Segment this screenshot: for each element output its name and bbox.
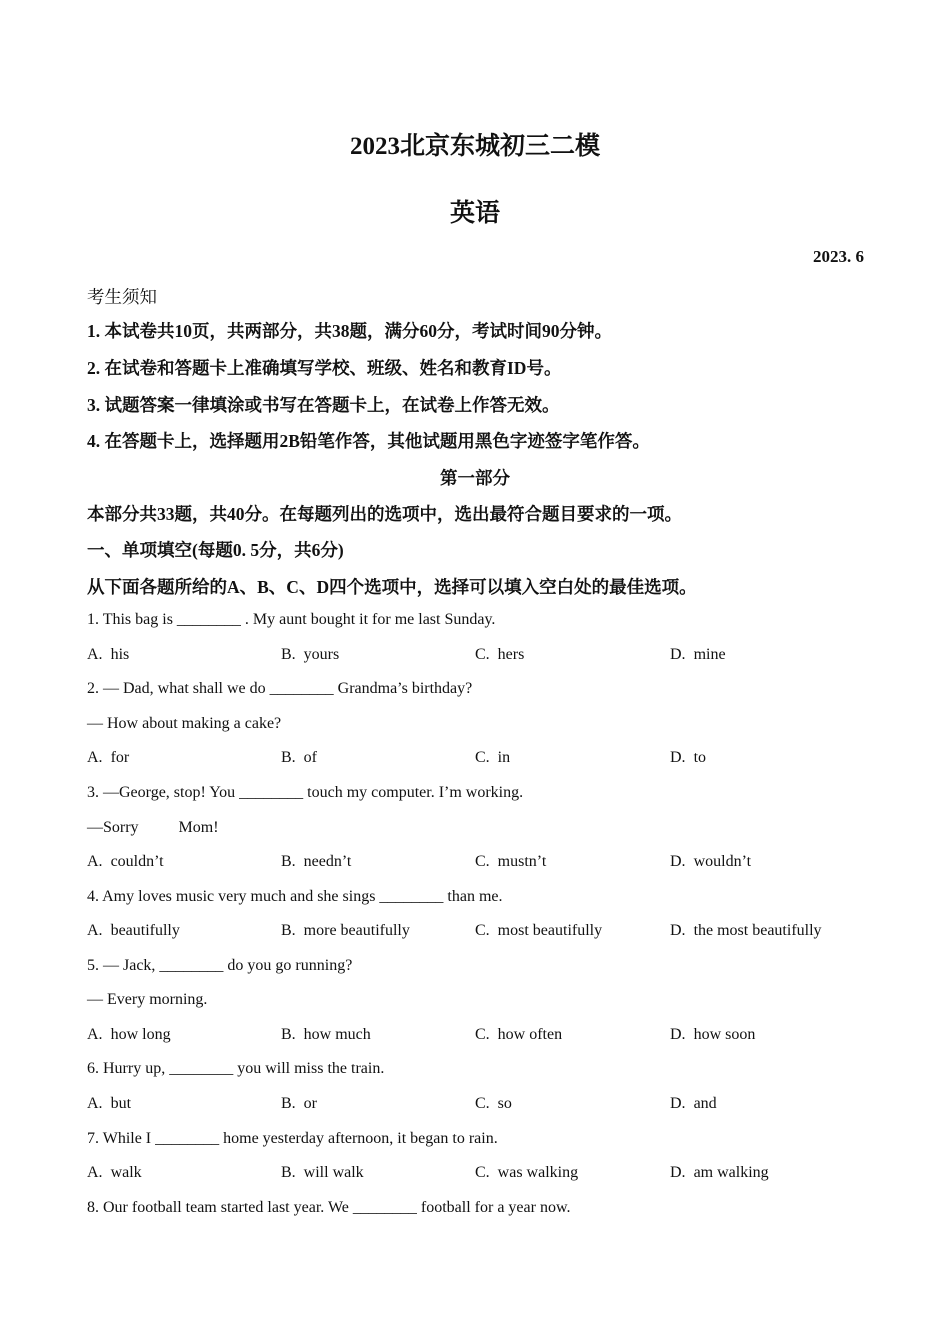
option-c: C. how often — [475, 1026, 563, 1043]
option-a: A. for — [87, 749, 130, 766]
option-b: B. how much — [281, 1026, 371, 1043]
option-a: A. couldn’t — [87, 853, 164, 870]
question-5-options — [87, 1026, 877, 1048]
option-a: A. beautifully — [87, 922, 180, 939]
question-1-stem: 1. This bag is ________ . My aunt bought it for me last Sunday. — [87, 611, 496, 628]
exam-subject: 英语 — [449, 200, 500, 227]
question-4-options — [87, 922, 877, 944]
section-title: 一、单项填空(每题0. 5分，共6分) — [87, 540, 344, 560]
option-c: C. mustn’t — [475, 853, 547, 870]
notice-item-4: 4. 在答题卡上，选择题用2B铅笔作答，其他试题用黑色字迹签字笔作答。 — [87, 431, 650, 451]
option-b: B. needn’t — [281, 853, 352, 870]
option-a: A. but — [87, 1095, 132, 1112]
option-c: C. so — [475, 1095, 512, 1112]
option-d: D. to — [670, 749, 707, 766]
option-c: C. most beautifully — [475, 922, 603, 939]
question-8-stem: 8. Our football team started last year. We ________ football for a year now. — [87, 1199, 571, 1216]
question-2-response: — How about making a cake? — [87, 715, 282, 732]
option-b: B. yours — [281, 646, 340, 663]
question-6-stem: 6. Hurry up, ________ you will miss the train. — [87, 1060, 385, 1077]
question-5-response: — Every morning. — [87, 991, 208, 1008]
option-d: D. the most beautifully — [670, 922, 822, 939]
option-a: A. how long — [87, 1026, 171, 1043]
option-b: B. more beautifully — [281, 922, 410, 939]
option-b: B. will walk — [281, 1164, 364, 1181]
option-b: B. of — [281, 749, 317, 766]
exam-title: 2023北京东城初三二模 — [349, 133, 600, 160]
option-d: D. mine — [670, 646, 726, 663]
notice-item-3: 3. 试题答案一律填涂或书写在答题卡上，在试卷上作答无效。 — [87, 395, 560, 415]
option-c: C. was walking — [475, 1164, 579, 1181]
option-c: C. in — [475, 749, 511, 766]
notice-item-2: 2. 在试卷和答题卡上准确填写学校、班级、姓名和教育ID号。 — [87, 358, 562, 378]
option-d: D. wouldn’t — [670, 853, 752, 870]
question-3-options — [87, 853, 877, 875]
option-a: A. walk — [87, 1164, 142, 1181]
question-2-stem: 2. — Dad, what shall we do ________ Grandma’s birthday? — [87, 680, 473, 697]
part-title: 第一部分 — [440, 468, 510, 488]
option-b: B. or — [281, 1095, 317, 1112]
option-d: D. am walking — [670, 1164, 769, 1181]
section-instruction: 从下面各题所给的A、B、C、D四个选项中，选择可以填入空白处的最佳选项。 — [87, 577, 697, 597]
option-c: C. hers — [475, 646, 525, 663]
option-d: D. how soon — [670, 1026, 756, 1043]
question-7-stem: 7. While I ________ home yesterday afternoon, it began to rain. — [87, 1130, 498, 1147]
part-intro: 本部分共33题，共40分。在每题列出的选项中，选出最符合题目要求的一项。 — [87, 504, 682, 524]
option-d: D. and — [670, 1095, 717, 1112]
exam-date: 2023. 6 — [813, 247, 864, 266]
option-a: A. his — [87, 646, 130, 663]
question-7-options — [87, 1164, 877, 1186]
question-4-stem: 4. Amy loves music very much and she sings ________ than me. — [87, 888, 503, 905]
question-3-stem: 3. —George, stop! You ________ touch my computer. I’m working. — [87, 784, 524, 801]
notice-item-1: 1. 本试卷共10页，共两部分，共38题，满分60分，考试时间90分钟。 — [87, 321, 612, 341]
question-2-options — [87, 749, 877, 771]
question-1-options — [87, 646, 877, 668]
question-5-stem: 5. — Jack, ________ do you go running? — [87, 957, 353, 974]
question-6-options — [87, 1095, 877, 1117]
notice-heading: 考生须知 — [87, 287, 157, 307]
question-3-response: —Sorry Mom! — [87, 819, 219, 836]
